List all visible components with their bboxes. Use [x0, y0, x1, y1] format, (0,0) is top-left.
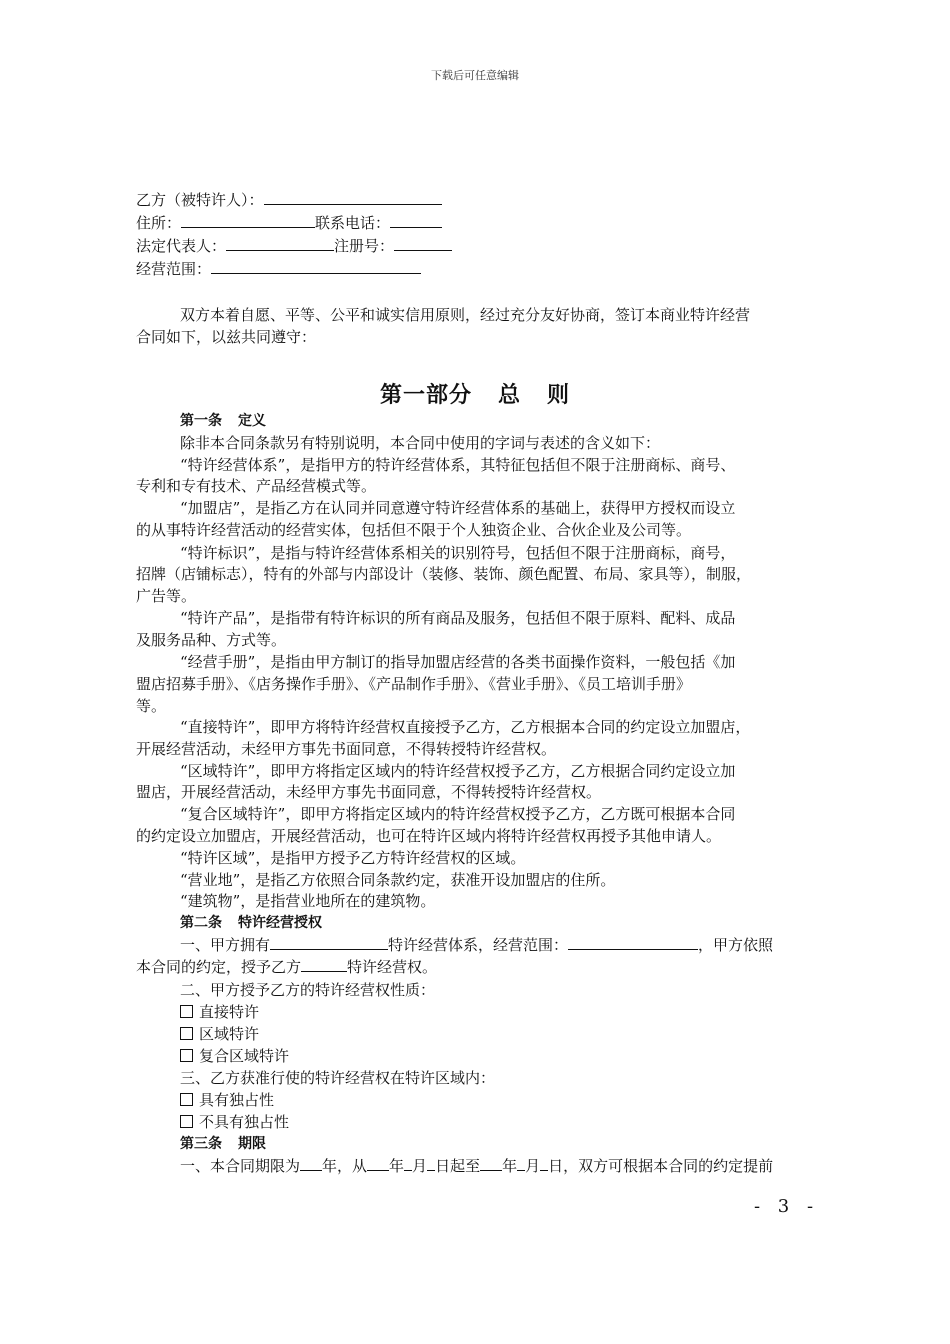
option-composite-regional[interactable]	[180, 1046, 289, 1066]
option-direct[interactable]	[180, 1002, 259, 1022]
intro-line-1: 双方本着自愿、平等、公平和诚实信用原则，经过充分友好协商，签订本商业特许经营	[180, 306, 751, 324]
art1-line: “特许产品”，是指带有特许标识的所有商品及服务，包括但不限于原料、配料、成品	[180, 609, 736, 627]
art1-line: “加盟店”，是指乙方在认同并同意遵守特许经营体系的基础上，获得甲方授权而设立	[180, 499, 736, 517]
phone-label: 联系电话：	[315, 214, 391, 232]
reg-blank[interactable]	[394, 236, 452, 251]
scope-blank[interactable]	[211, 259, 421, 274]
party-b-name-label: 乙方（被特许人）：	[136, 191, 264, 209]
art1-line: 招牌（店铺标志），特有的外部与内部设计（装修、装饰、颜色配置、布局、家具等），制服，	[136, 565, 752, 583]
address-blank[interactable]	[181, 213, 315, 228]
part-title-number: 第一部分	[379, 383, 472, 408]
grant-blank[interactable]	[301, 957, 347, 972]
intro-line-2: 合同如下，以兹共同遵守：	[136, 328, 317, 346]
art1-line: “特许区域”，是指甲方授予乙方特许经营权的区域。	[180, 849, 526, 867]
option-non-exclusive[interactable]	[180, 1112, 289, 1132]
option-regional[interactable]	[180, 1024, 259, 1044]
part-title	[0, 378, 950, 409]
checkbox[interactable]	[180, 1027, 193, 1040]
header-note: 下载后可任意编辑	[431, 69, 519, 82]
art1-line: “经营手册”，是指由甲方制订的指导加盟店经营的各类书面操作资料，一般包括《加	[180, 653, 736, 671]
art1-line: 广告等。	[136, 587, 197, 605]
article-2-number: 第二条	[180, 915, 222, 931]
art3-text: 日起至	[435, 1157, 481, 1175]
art1-line: “特许标识”，是指与特许经营体系相关的识别符号，包括但不限于注册商标，商号，	[180, 544, 736, 562]
article-2-heading	[180, 913, 322, 933]
art1-line: 开展经营活动，未经甲方事先书面同意，不得转授特许经营权。	[136, 740, 557, 758]
end-month-blank[interactable]	[517, 1156, 525, 1171]
article-1-number: 第一条	[180, 413, 222, 429]
party-b-name-blank[interactable]	[264, 190, 442, 205]
phone-blank[interactable]	[390, 213, 442, 228]
article-3-name: 期限	[238, 1136, 266, 1152]
checkbox[interactable]	[180, 1005, 193, 1018]
checkbox[interactable]	[180, 1115, 193, 1128]
art2-text: 一、甲方拥有	[180, 936, 271, 954]
start-day-blank[interactable]	[427, 1156, 435, 1171]
art2-line-1	[180, 935, 773, 955]
art2-text: 特许经营权。	[347, 958, 438, 976]
article-1-heading	[180, 411, 266, 431]
party-b-rep-line	[136, 236, 452, 256]
art2-text: ，甲方依照	[698, 936, 774, 954]
art1-line: 等。	[136, 697, 167, 715]
art2-text: 特许经营体系，经营范围：	[388, 936, 569, 954]
address-label: 住所：	[136, 214, 182, 232]
article-2-name: 特许经营授权	[238, 915, 322, 931]
art1-line: “直接特许”，即甲方将特许经营权直接授予乙方，乙方根据本合同的约定设立加盟店，	[180, 718, 751, 736]
art1-line: 除非本合同条款另有特别说明，本合同中使用的字词与表述的含义如下：	[180, 434, 661, 452]
article-1-name: 定义	[238, 413, 266, 429]
art3-text: 年	[389, 1157, 405, 1175]
art3-text: 月	[412, 1157, 428, 1175]
start-year-blank[interactable]	[367, 1156, 389, 1171]
art3-text: 日，双方可根据本合同的约定提前	[548, 1157, 774, 1175]
party-b-address-line	[136, 213, 442, 233]
option-exclusive[interactable]	[180, 1090, 274, 1110]
start-month-blank[interactable]	[404, 1156, 412, 1171]
art3-text: 年，从	[322, 1157, 368, 1175]
years-blank[interactable]	[300, 1156, 322, 1171]
art3-text: 月	[525, 1157, 541, 1175]
party-b-scope-line	[136, 259, 421, 279]
art3-text: 一、本合同期限为	[180, 1157, 301, 1175]
art3-text: 年	[502, 1157, 518, 1175]
checkbox[interactable]	[180, 1049, 193, 1062]
end-day-blank[interactable]	[540, 1156, 548, 1171]
art1-line: “建筑物”，是指营业地所在的建筑物。	[180, 892, 436, 910]
art1-line: 及服务品种、方式等。	[136, 631, 287, 649]
article-3-number: 第三条	[180, 1136, 222, 1152]
article-3-heading	[180, 1134, 266, 1154]
option-label: 具有独占性	[199, 1091, 275, 1109]
art1-line: 盟店招募手册》、《店务操作手册》、《产品制作手册》、《营业手册》、《员工培训手册》	[136, 675, 692, 693]
option-label: 不具有独占性	[199, 1113, 290, 1131]
art1-line: 的从事特许经营活动的经营实体，包括但不限于个人独资企业、合伙企业及公司等。	[136, 521, 692, 539]
end-year-blank[interactable]	[480, 1156, 502, 1171]
option-label: 区域特许	[199, 1025, 260, 1043]
party-b-name-line	[136, 190, 442, 210]
art1-line: “特许经营体系”，是指甲方的特许经营体系，其特征包括但不限于注册商标、商号、	[180, 456, 736, 474]
checkbox[interactable]	[180, 1093, 193, 1106]
rep-blank[interactable]	[226, 236, 334, 251]
page-number: - 3 -	[754, 1196, 820, 1217]
part-title-word-1: 总	[497, 383, 521, 408]
art1-line: 盟店，开展经营活动，未经甲方事先书面同意，不得转授特许经营权。	[136, 783, 602, 801]
franchise-system-blank[interactable]	[270, 935, 388, 950]
option-label: 直接特许	[199, 1003, 260, 1021]
part-title-word-2: 则	[547, 383, 571, 408]
reg-label: 注册号：	[334, 237, 395, 255]
art1-line: “营业地”，是指乙方依照合同条款约定，获准开设加盟店的住所。	[180, 871, 616, 889]
business-scope-blank[interactable]	[568, 935, 698, 950]
art1-line: “区域特许”，即甲方将指定区域内的特许经营权授予乙方，乙方根据合同约定设立加	[180, 762, 736, 780]
art2-line-4: 三、乙方获准行使的特许经营权在特许区域内：	[180, 1069, 496, 1087]
art1-line: 专利和专有技术、产品经营模式等。	[136, 477, 377, 495]
art3-line-1	[180, 1156, 773, 1176]
rep-label: 法定代表人：	[136, 237, 227, 255]
scope-label: 经营范围：	[136, 260, 212, 278]
option-label: 复合区域特许	[199, 1047, 290, 1065]
art1-line: “复合区域特许”，即甲方将指定区域内的特许经营权授予乙方，乙方既可根据本合同	[180, 805, 736, 823]
art2-line-2	[136, 957, 437, 977]
art2-line-3: 二、甲方授予乙方的特许经营权性质：	[180, 981, 436, 999]
art2-text: 本合同的约定，授予乙方	[136, 958, 302, 976]
art1-line: 的约定设立加盟店，开展经营活动，也可在特许区域内将特许经营权再授予其他申请人。	[136, 827, 722, 845]
